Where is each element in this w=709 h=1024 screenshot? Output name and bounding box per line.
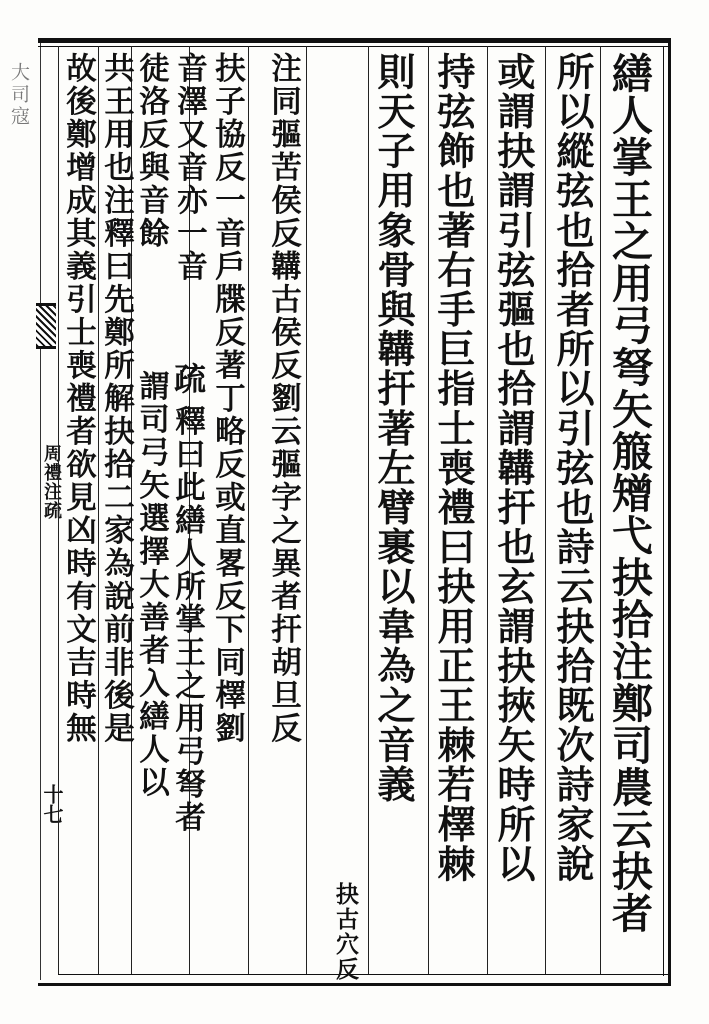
column-rule xyxy=(368,46,369,974)
frame-inner-right-line xyxy=(663,46,664,976)
column-rule xyxy=(428,46,429,974)
text-column-4: 持弦飾也著右手巨指士喪禮曰抉用正王棘若檡棘 xyxy=(431,52,476,884)
text-column-11: 故後鄭增成其義引士喪禮者欲見凶時有文吉時無 xyxy=(60,52,97,745)
column-rule xyxy=(306,46,307,974)
frame-inner-top-line xyxy=(38,46,671,47)
text-column-9: 徒洛反與音餘 xyxy=(133,52,170,250)
text-column-10: 共王用也注釋曰先鄭所解抉拾二家為說前非後是 xyxy=(98,52,135,745)
column-rule xyxy=(545,46,546,974)
text-column-9-continued: 謂司弓矢選擇大善者入繕人以 xyxy=(133,370,170,799)
page-number: 十七 xyxy=(40,784,64,824)
text-column-3: 或謂抉謂引弦彄也拾謂韝扞也玄謂抉挾矢時所以 xyxy=(491,52,536,884)
section-title: 大司寇 xyxy=(8,62,30,128)
page-margin xyxy=(0,40,41,980)
text-column-1: 繕人掌王之用弓弩矢箙矰弋抉拾注鄭司農云抉者 xyxy=(605,52,653,934)
frame-inner-bottom-line xyxy=(58,974,671,975)
shu-marker: 疏 xyxy=(169,362,207,397)
column-rule xyxy=(487,46,488,974)
annotation-inline-1: 抉古穴反 xyxy=(332,882,359,982)
column-rule xyxy=(600,46,601,974)
column-rule xyxy=(248,46,249,974)
column-rule xyxy=(58,46,59,974)
text-column-2: 所以縱弦也拾者所以引弦也詩云抉拾既次詩家說 xyxy=(550,52,595,884)
text-column-6: 注同彄苦侯反韝古侯反劉云彄字之異者扞胡旦反 xyxy=(265,52,302,745)
text-column-7: 扶子協反一音戶牒反著丁略反或直畧反下同檡劉 xyxy=(209,52,246,745)
book-title: 周禮注疏 xyxy=(41,444,62,520)
text-column-8: 音澤又音亦一音 xyxy=(171,52,208,283)
text-column-5: 則天子用象骨與韝扞著左臂裹以韋為之音義 xyxy=(371,52,416,805)
text-column-8-continued: 釋曰此繕人所掌王之用弓弩者 xyxy=(169,405,206,834)
